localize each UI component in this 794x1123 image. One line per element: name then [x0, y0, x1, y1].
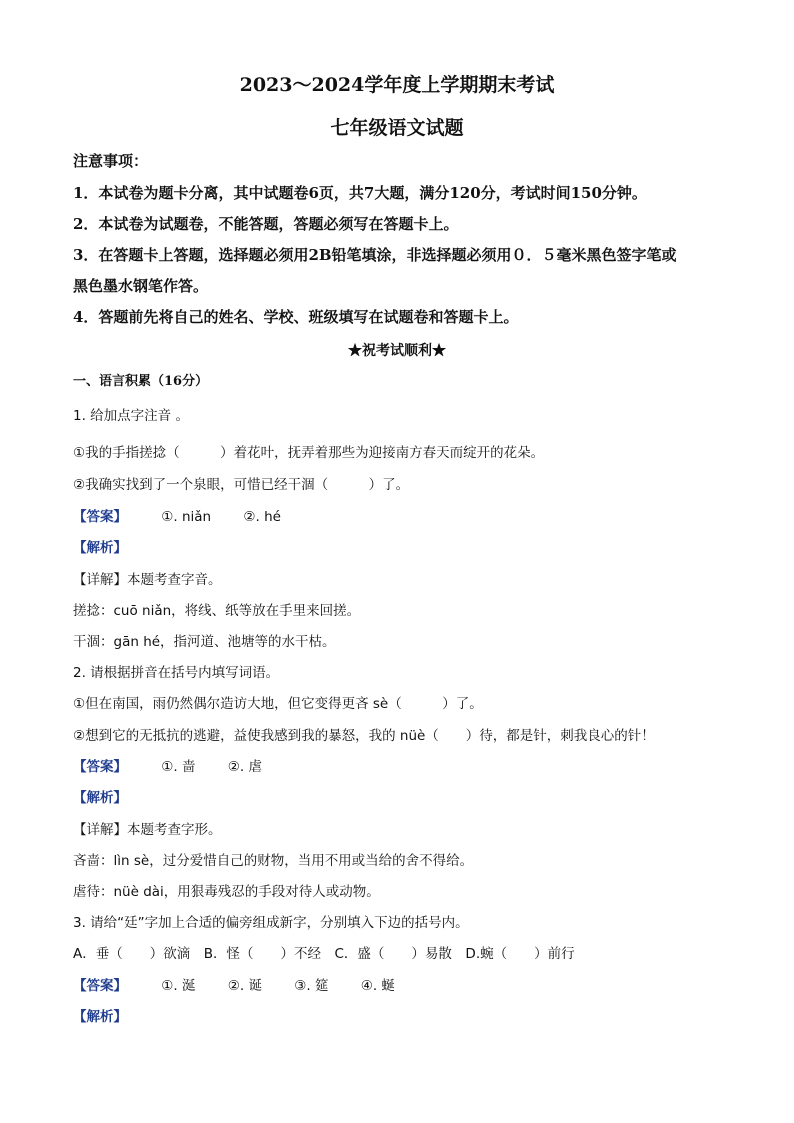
answer-value: ①. 啬 [161, 759, 196, 775]
question-1-detail [73, 568, 222, 588]
answer-value: ③. 筵 [294, 978, 329, 994]
question-1-stem: 1. 给加点字注音 。 [73, 408, 189, 424]
question-2-item-2: ②想到它的无抵抗的逃避，益使我感到我的暴怒，我的 nüè（ ）待，都是针，刺我良心的针！ [73, 728, 655, 744]
notice-item-3-cont: 黑色墨水钢笔作答。 [73, 277, 209, 295]
question-1-item-2: ②我确实找到了一个泉眼，可惜已经干涸（ ）了。 [73, 477, 410, 493]
question-2-answer [73, 755, 290, 775]
notice-item-2: 2．本试卷为试题卷，不能答题，答题必须写在答题卡上。 [73, 215, 459, 233]
question-2-analysis-tag: 【解析】 [73, 790, 127, 806]
notice-item-4: 4．答题前先将自己的姓名、学校、班级填写在试题卷和答题卡上。 [73, 308, 519, 326]
question-2-explain-2: 虐待：nüè dài，用狠毒残忍的手段对待人或动物。 [73, 884, 380, 900]
notice-item-3: 3．在答题卡上答题，选择题必须用2B铅笔填涂，非选择题必须用０．５毫米黑色签字笔或 [73, 246, 677, 264]
answer-value: ①. niǎn [161, 509, 212, 525]
answer-value: ④. 蜒 [360, 978, 395, 994]
question-3-analysis-tag: 【解析】 [73, 1009, 127, 1025]
question-1-analysis-tag: 【解析】 [73, 540, 127, 556]
notice-heading: 注意事项： [73, 152, 149, 170]
question-2-item-1: ①但在南国，雨仍然偶尔造访大地，但它变得更吝 sè（ ）了。 [73, 696, 483, 712]
answer-tag: 【答案】 [73, 978, 127, 994]
exam-subtitle: 七年级语文试题 [330, 117, 464, 139]
answer-tag: 【答案】 [73, 509, 127, 525]
question-1-item-1: ①我的手指搓捻（ ）着花叶，抚弄着那些为迎接南方春天而绽开的花朵。 [73, 445, 545, 461]
exam-title: 2023～2024学年度上学期期末考试 [239, 74, 555, 96]
answer-value: ②. 虐 [227, 759, 262, 775]
notice-item-1: 1．本试卷为题卡分离，其中试题卷6页，共7大题，满分120分，考试时间150分钟。 [73, 184, 647, 202]
detail-text: 本题考查字音。 [127, 572, 222, 588]
question-1-explain-2: 干涸：gān hé，指河道、池塘等的水干枯。 [73, 634, 336, 650]
section-title: 一、语言积累（16分） [73, 374, 209, 389]
question-2-stem: 2. 请根据拼音在括号内填写词语。 [73, 665, 280, 681]
question-2-detail [73, 818, 222, 838]
detail-tag: 【详解】 [73, 822, 127, 838]
question-3-stem: 3. 请给“廷”字加上合适的偏旁组成新字，分别填入下边的括号内。 [73, 915, 469, 931]
answer-value: ②. hé [243, 509, 281, 525]
question-3-options: A．垂（ ）欲滴 B．怪（ ）不经 C．盛（ ）易散 D.蜿（ ）前行 [73, 946, 575, 962]
answer-value: ①. 涎 [161, 978, 196, 994]
answer-value: ②. 诞 [227, 978, 262, 994]
question-1-answer [73, 505, 309, 525]
good-luck-line: ★祝考试顺利★ [348, 343, 446, 359]
answer-tag: 【答案】 [73, 759, 127, 775]
question-2-explain-1: 吝啬：lìn sè，过分爱惜自己的财物，当用不用或当给的舍不得给。 [73, 853, 474, 869]
question-3-answer [73, 974, 423, 994]
question-1-explain-1: 搓捻：cuō niǎn，将线、纸等放在手里来回搓。 [73, 603, 361, 619]
detail-tag: 【详解】 [73, 572, 127, 588]
detail-text: 本题考查字形。 [127, 822, 222, 838]
